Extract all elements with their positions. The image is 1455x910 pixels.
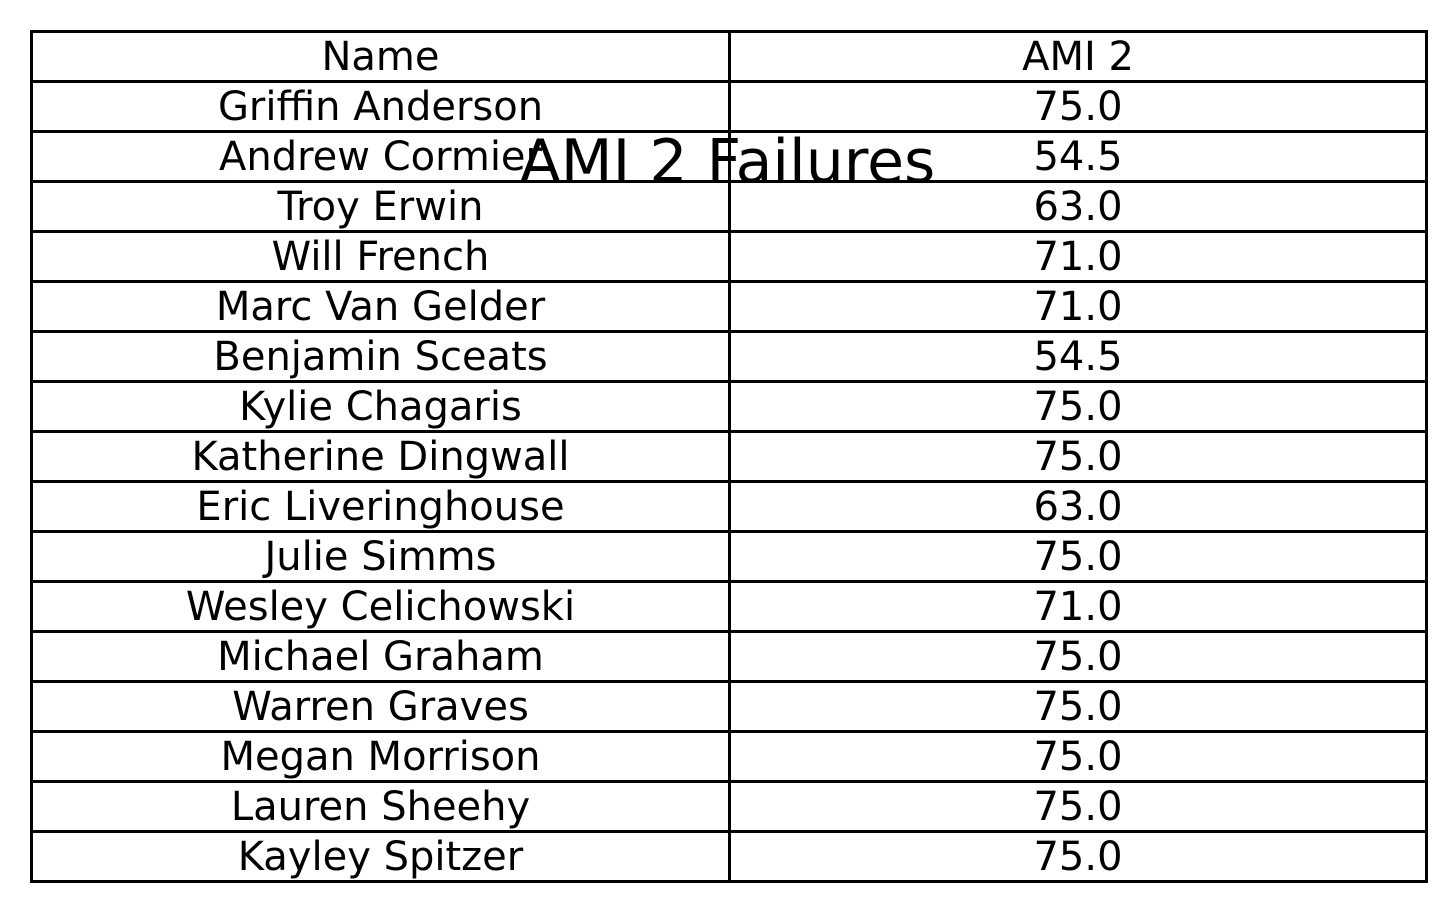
cell-name: Wesley Celichowski [32, 582, 730, 632]
cell-name: Andrew Cormier [32, 132, 730, 182]
cell-name: Griffin Anderson [32, 82, 730, 132]
cell-name: Marc Van Gelder [32, 282, 730, 332]
cell-ami-2-value: 71.0 [730, 232, 1427, 282]
table-row [32, 732, 1427, 782]
table-row [32, 632, 1427, 682]
cell-ami-2-value: 71.0 [730, 582, 1427, 632]
cell-ami-2-value: 75.0 [730, 632, 1427, 682]
cell-name: Katherine Dingwall [32, 432, 730, 482]
cell-name: Megan Morrison [32, 732, 730, 782]
table-row [32, 582, 1427, 632]
cell-name: Will French [32, 232, 730, 282]
cell-ami-2-value: 54.5 [730, 132, 1427, 182]
cell-name: Kylie Chagaris [32, 382, 730, 432]
table-row [32, 432, 1427, 482]
cell-name: Lauren Sheehy [32, 782, 730, 832]
cell-ami-2-value: 75.0 [730, 782, 1427, 832]
chart-title: AMI 2 Failures [519, 127, 936, 197]
column-header-name: Name [32, 32, 730, 82]
cell-ami-2-value: 71.0 [730, 282, 1427, 332]
cell-ami-2-value: 75.0 [730, 82, 1427, 132]
table-row [32, 482, 1427, 532]
data-table [30, 30, 1428, 883]
table-row [32, 332, 1427, 382]
cell-ami-2-value: 63.0 [730, 482, 1427, 532]
cell-name: Eric Liveringhouse [32, 482, 730, 532]
table-body [32, 82, 1427, 882]
table-row [32, 82, 1427, 132]
header-row [32, 32, 1427, 82]
cell-ami-2-value: 75.0 [730, 432, 1427, 482]
cell-ami-2-value: 54.5 [730, 332, 1427, 382]
table-row [32, 282, 1427, 332]
table-row [32, 782, 1427, 832]
table-row [32, 682, 1427, 732]
table-row [32, 532, 1427, 582]
table-row [32, 182, 1427, 232]
cell-ami-2-value: 75.0 [730, 832, 1427, 882]
cell-name: Kayley Spitzer [32, 832, 730, 882]
cell-ami-2-value: 75.0 [730, 532, 1427, 582]
cell-ami-2-value: 63.0 [730, 182, 1427, 232]
table-row [32, 382, 1427, 432]
table-row [32, 132, 1427, 182]
cell-name: Julie Simms [32, 532, 730, 582]
cell-name: Benjamin Sceats [32, 332, 730, 382]
cell-name: Troy Erwin [32, 182, 730, 232]
table-row [32, 232, 1427, 282]
column-header-ami-2: AMI 2 [730, 32, 1427, 82]
cell-name: Warren Graves [32, 682, 730, 732]
cell-ami-2-value: 75.0 [730, 732, 1427, 782]
cell-ami-2-value: 75.0 [730, 682, 1427, 732]
cell-name: Michael Graham [32, 632, 730, 682]
table-row [32, 832, 1427, 882]
cell-ami-2-value: 75.0 [730, 382, 1427, 432]
